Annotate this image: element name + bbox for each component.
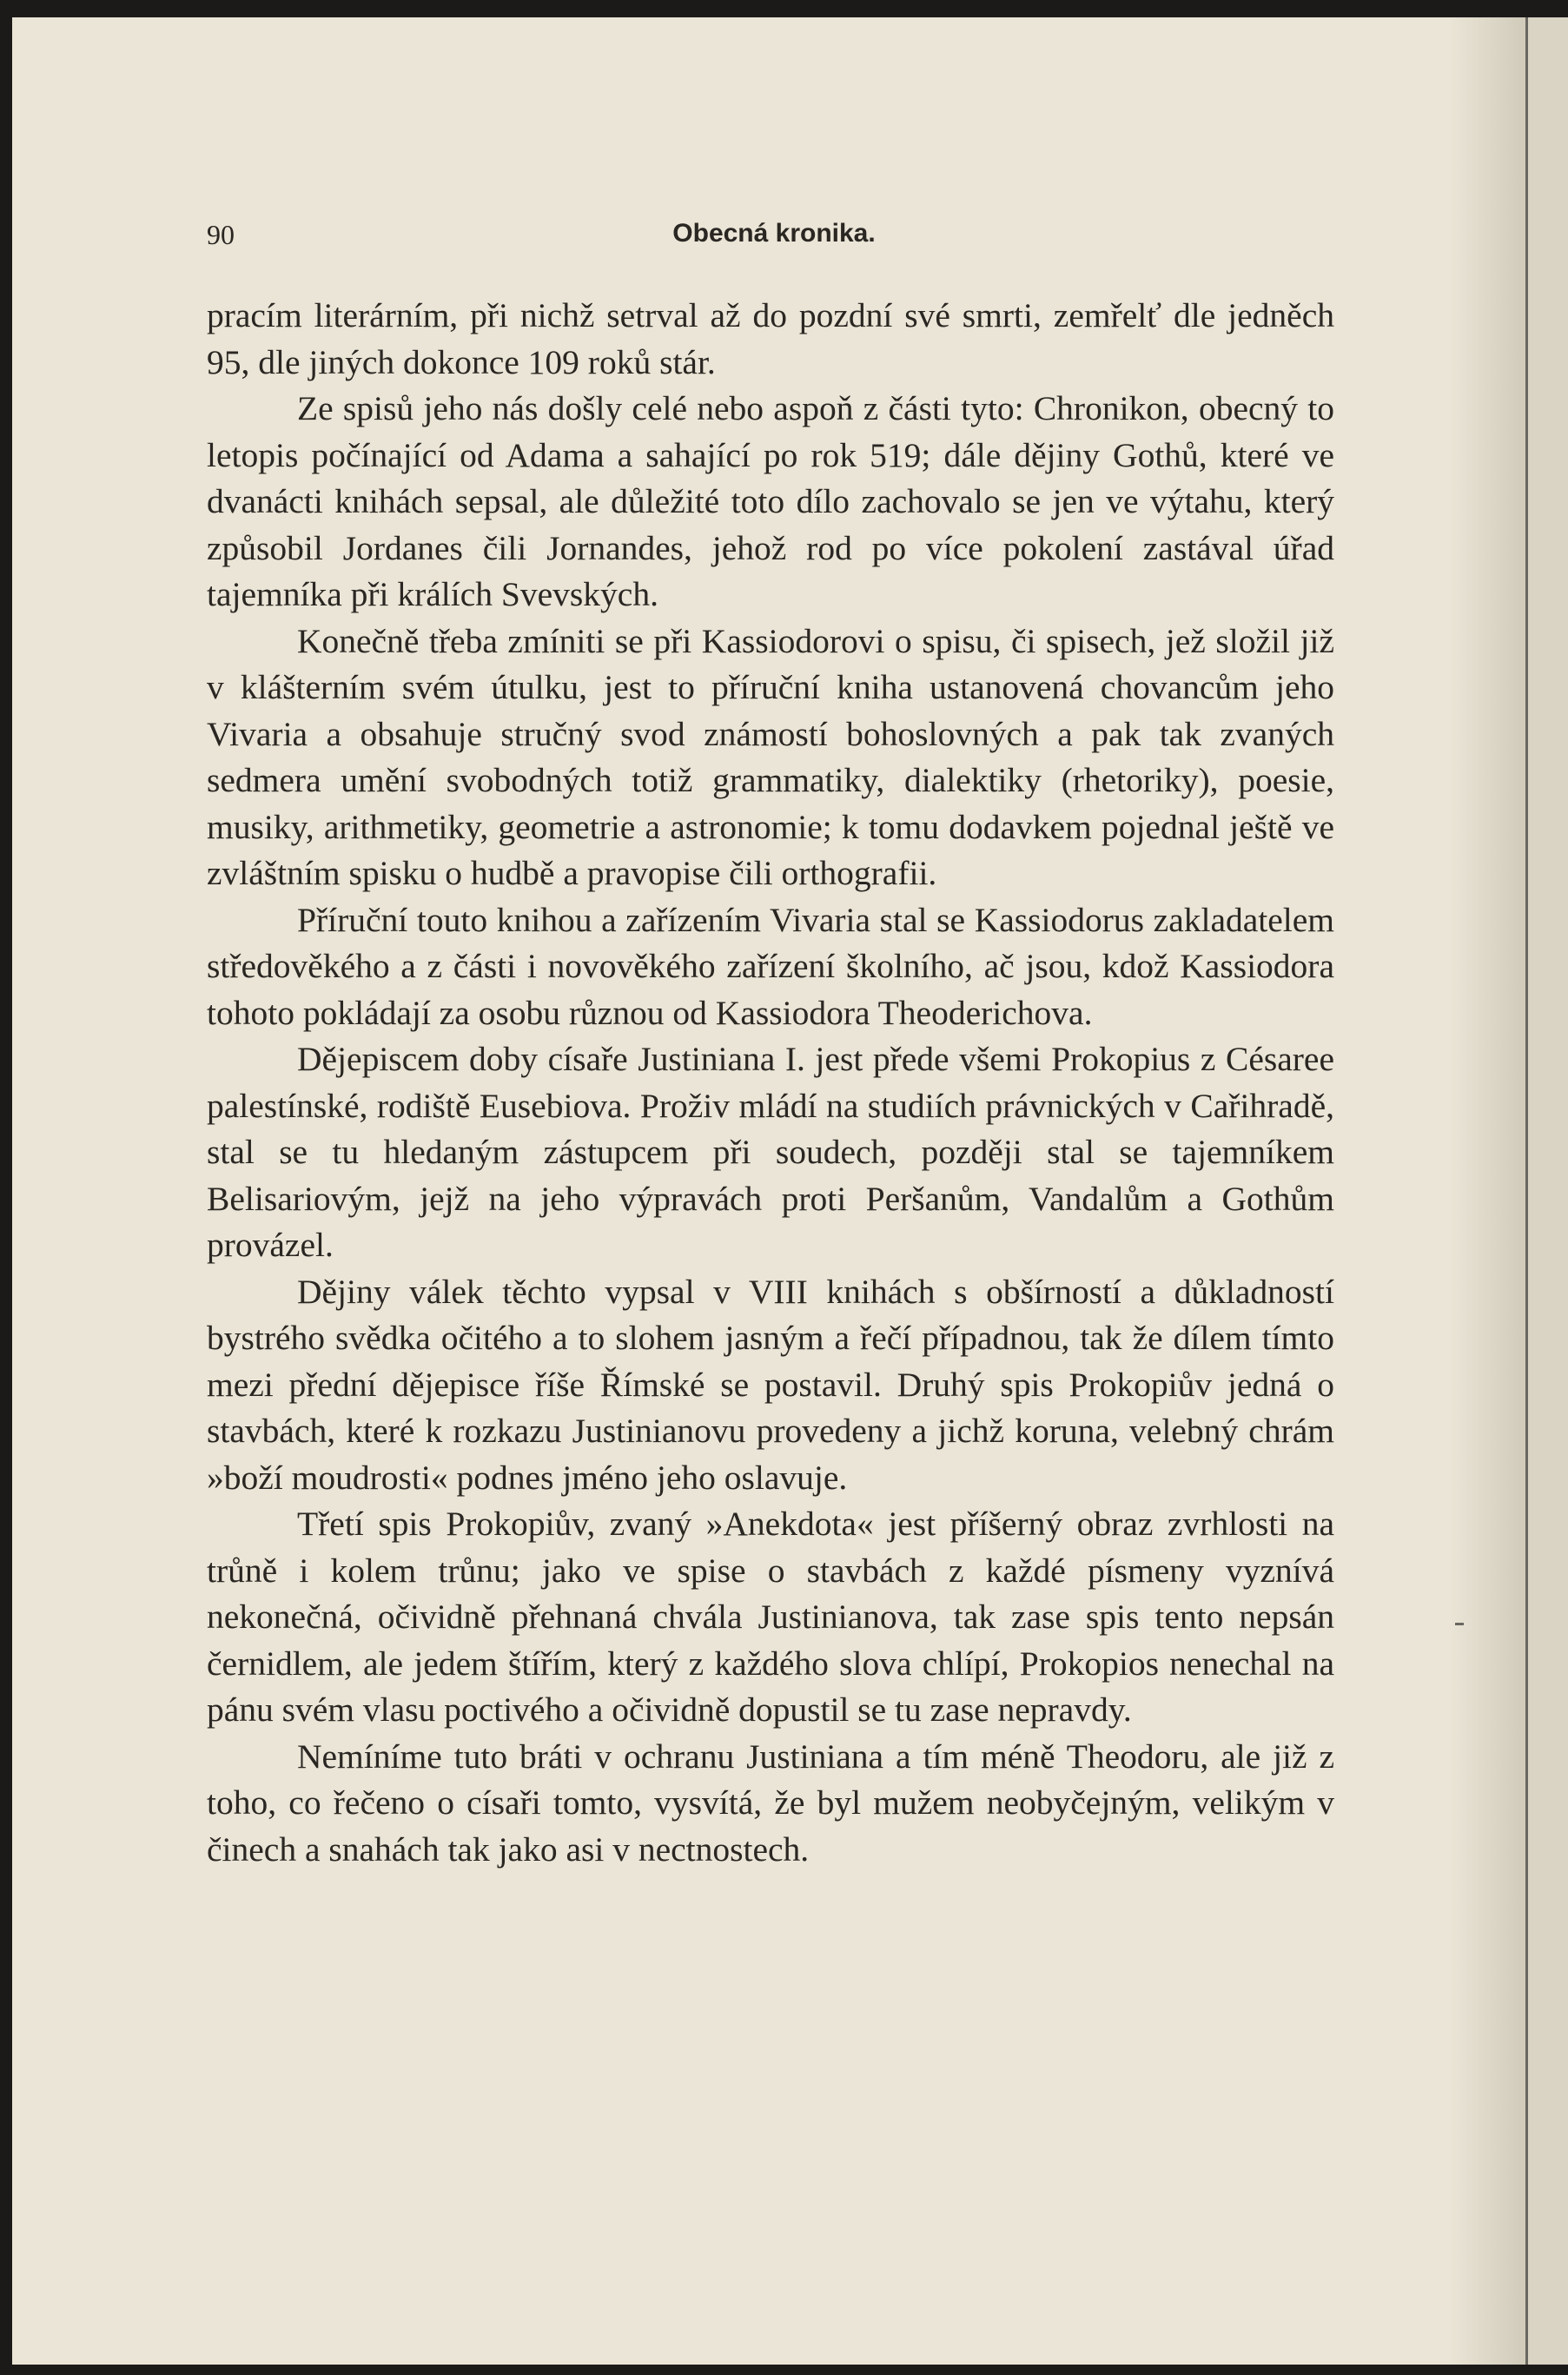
running-title: Obecná kronika. [672,219,876,248]
paragraph-6: Dějiny válek těchto vypsal v VIII knihách s obšírností a důkladností bystrého svědka očitého a to slohem jasným a řečí případnou, tak že dílem tímto mezi přední dějepisce říše Římské se postavil. Druhý spis Prokopiův jedná o stavbách, které k rozkazu Justinianovu provedeny a jichž koruna, velebný chrám »boží moudrosti« podnes jméno jeho oslavuje. [207,1272,1334,1497]
page-shadow [1450,17,1528,2365]
paragraph-2: Ze spisů jeho nás došly celé nebo aspoň z části tyto: Chronikon, obecný to letopis počínající od Adama a sahající po rok 519; dále dějiny Gothů, které ve dvanácti knihách sepsal, ale důležité toto dílo zachovalo se jen ve výtahu, který způsobil Jordanes čili Jornandes, jehož rod po více pokolení zastával úřad tajemníka při králích Svevských. [207,389,1334,613]
paragraph-3: Konečně třeba zmíniti se při Kassiodorovi o spisu, či spisech, jež složil již v klášterním svém útulku, jest to příruční kniha ustanovená chovancům jeho Vivaria a obsahuje stručný svod známostí bohoslovných a pak tak zvaných sedmera umění svobodných totiž grammatiky, dialektiky (rhetoriky), poesie, musiky, arithmetiky, geometrie a astronomie; k tomu dodavkem pojednal ještě ve zvláštním spisku o hudbě a pravopise čili orthografii. [207,621,1334,892]
paragraph-1: pracím literárním, při nichž setrval až do pozdní své smrti, zemřelť dle jedněch 95, dle jiných dokonce 109 roků stár. [207,296,1334,381]
paragraph-5: Dějepiscem doby císaře Justiniana I. jest přede všemi Prokopius z Césaree palestínské, rodiště Eusebiova. Proživ mládí na studiích právnických v Cařihradě, stal se tu hledaným zástupcem při soudech, později stal se tajemníkem Belisariovým, jejž na jeho výpravách proti Peršanům, Vandalům a Gothům provázel. [207,1040,1334,1264]
page-number: 90 [207,219,235,250]
body-text [207,293,1334,1873]
paragraph-7: Třetí spis Prokopiův, zvaný »Anekdota« jest příšerný obraz zvrhlosti na trůně i kolem trůnu; jako ve spise o stavbách z každé písmeny vyznívá nekonečná, očividně přehnaná chvála Justinianova, tak zase spis tento nepsán černidlem, ale jedem štířím, který z každého slova chlípí, Prokopios nenechal na pánu svém vlasu poctivého a očividně dopustil se tu zase nepravdy. [207,1505,1334,1729]
edge-mark [1455,1623,1464,1625]
adjacent-page-edge [1525,17,1568,2365]
page-header [207,219,1341,257]
paragraph-8: Nemíníme tuto bráti v ochranu Justiniana a tím méně Theodoru, ale již z toho, co řečeno o císaři tomto, vysvítá, že byl mužem neobyčejným, velikým v činech a snahách tak jako asi v nectnostech. [207,1737,1334,1869]
paragraph-4: Příruční touto knihou a zařízením Vivaria stal se Kassiodorus zakladatelem středověkého a z části i novověkého zařízení školního, ač jsou, kdož Kassiodora tohoto pokládají za osobu různou od Kassiodora Theoderichova. [207,900,1334,1032]
